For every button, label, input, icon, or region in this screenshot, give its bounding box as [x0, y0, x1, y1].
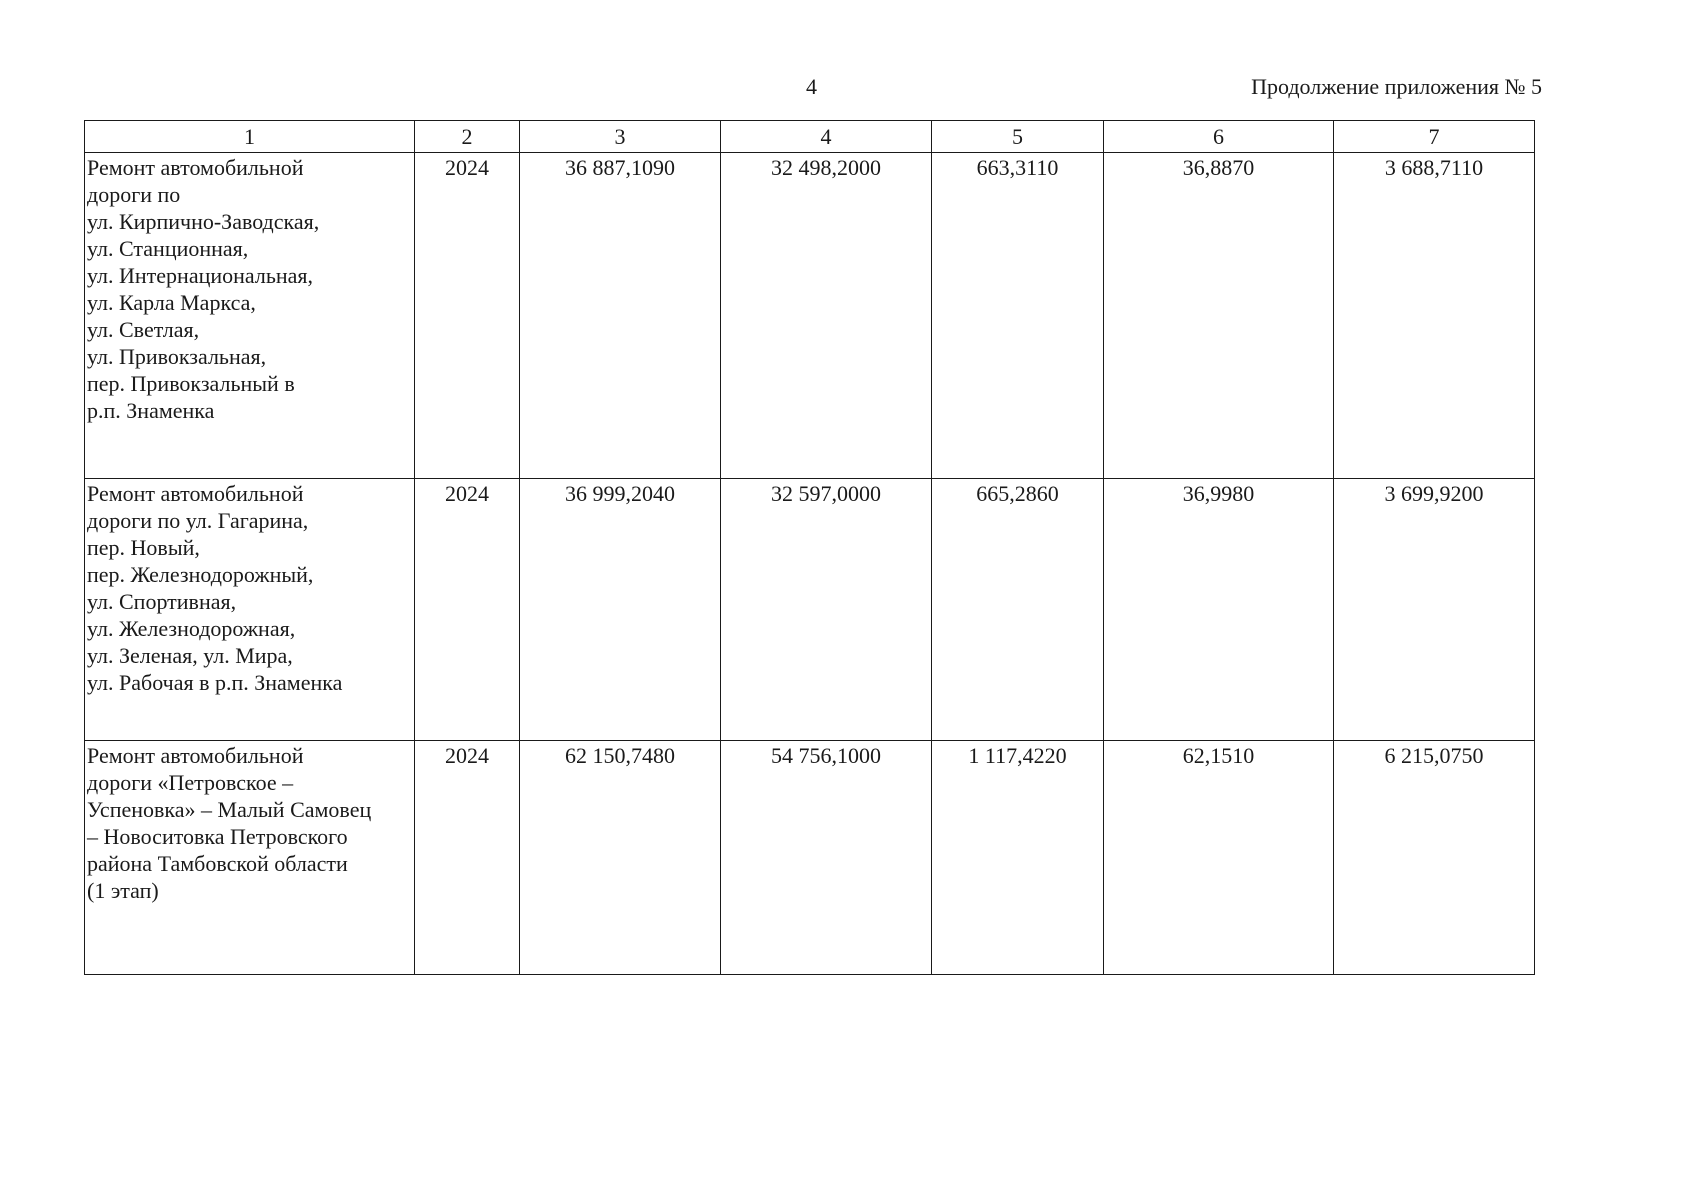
col7-cell: 3 699,9200 — [1334, 479, 1535, 741]
project-name-line: дороги по ул. Гагарина, — [87, 508, 309, 533]
column-header: 7 — [1334, 121, 1535, 153]
project-name-line: пер. Привокзальный в — [87, 371, 295, 396]
project-name-line: дороги по — [87, 182, 181, 207]
project-name-line: ул. Спортивная, — [87, 589, 237, 614]
col4-cell: 32 597,0000 — [721, 479, 932, 741]
page-number: 4 — [806, 74, 817, 99]
project-name-line: (1 этап) — [87, 878, 159, 903]
project-name-line: пер. Железнодорожный, — [87, 562, 314, 587]
col3-cell: 36 999,2040 — [520, 479, 721, 741]
year-cell: 2024 — [415, 479, 520, 741]
year-cell: 2024 — [415, 153, 520, 479]
column-header: 4 — [721, 121, 932, 153]
data-table — [84, 120, 1535, 975]
project-name-line: Ремонт автомобильной — [87, 155, 304, 180]
column-header: 5 — [932, 121, 1104, 153]
project-name-line: ул. Зеленая, ул. Мира, — [87, 643, 293, 668]
project-name-line: Ремонт автомобильной — [87, 743, 304, 768]
project-name-cell — [85, 153, 415, 479]
col4-cell: 32 498,2000 — [721, 153, 932, 479]
project-name-line: ул. Кирпично-Заводская, — [87, 209, 320, 234]
col5-cell: 663,3110 — [932, 153, 1104, 479]
project-name-line: Ремонт автомобильной — [87, 481, 304, 506]
project-name-line: Успеновка» – Малый Самовец — [87, 797, 372, 822]
col6-cell: 36,8870 — [1104, 153, 1334, 479]
project-name-cell — [85, 479, 415, 741]
project-name-line: ул. Железнодорожная, — [87, 616, 296, 641]
project-name-line: р.п. Знаменка — [87, 398, 215, 423]
project-name-line: пер. Новый, — [87, 535, 200, 560]
table-row — [85, 479, 1535, 741]
column-header: 1 — [85, 121, 415, 153]
column-header: 6 — [1104, 121, 1334, 153]
col5-cell: 665,2860 — [932, 479, 1104, 741]
project-name-cell — [85, 741, 415, 975]
year-cell: 2024 — [415, 741, 520, 975]
col7-cell: 6 215,0750 — [1334, 741, 1535, 975]
continuation-label: Продолжение приложения № 5 — [1251, 74, 1542, 99]
project-name-line: ул. Привокзальная, — [87, 344, 267, 369]
col4-cell: 54 756,1000 — [721, 741, 932, 975]
table-row — [85, 153, 1535, 479]
project-name-line: ул. Карла Маркса, — [87, 290, 256, 315]
col6-cell: 36,9980 — [1104, 479, 1334, 741]
project-name-line: района Тамбовской области — [87, 851, 348, 876]
column-header: 2 — [415, 121, 520, 153]
col6-cell: 62,1510 — [1104, 741, 1334, 975]
header-row — [85, 121, 1535, 153]
column-header: 3 — [520, 121, 721, 153]
col3-cell: 62 150,7480 — [520, 741, 721, 975]
col5-cell: 1 117,4220 — [932, 741, 1104, 975]
col7-cell: 3 688,7110 — [1334, 153, 1535, 479]
project-name-line: дороги «Петровское – — [87, 770, 294, 795]
project-name-line: ул. Интернациональная, — [87, 263, 314, 288]
col3-cell: 36 887,1090 — [520, 153, 721, 479]
project-name-line: ул. Светлая, — [87, 317, 200, 342]
project-name-line: ул. Станционная, — [87, 236, 249, 261]
table-row — [85, 741, 1535, 975]
project-name-line: ул. Рабочая в р.п. Знаменка — [87, 670, 343, 695]
project-name-line: – Новоситовка Петровского — [87, 824, 348, 849]
